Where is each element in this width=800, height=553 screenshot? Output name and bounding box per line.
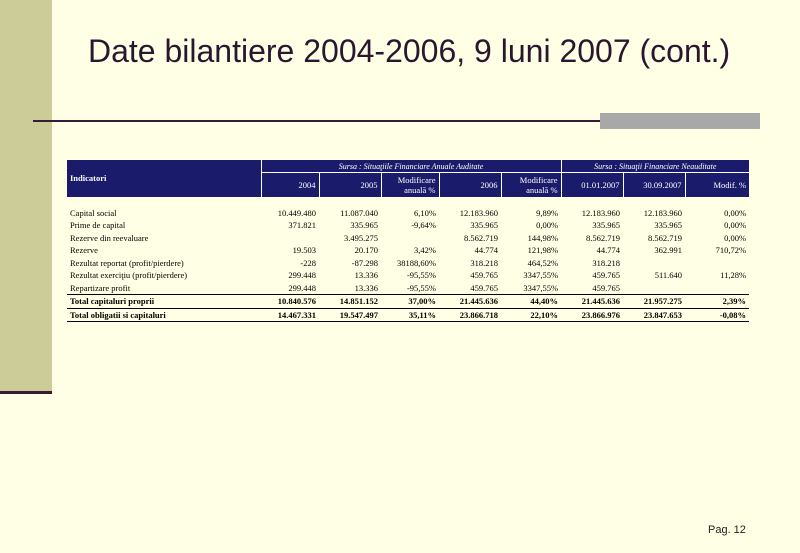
table-cell: 11.087.040 [340, 207, 378, 218]
row-label: Prime de capital [70, 220, 126, 231]
table-cell: 23.866.718 [439, 308, 501, 322]
column-header: 01.01.2007 [561, 173, 623, 198]
table-cell: -9,64% [411, 220, 436, 231]
left-band-edge [0, 391, 52, 394]
table-cell: 8.562.719 [464, 232, 498, 243]
table-cell: 10.840.576 [261, 295, 319, 309]
table-cell: 371.821 [288, 220, 316, 231]
row-label: Rezultat reportat (profit/pierdere) [70, 257, 184, 268]
table-cell: 23.847.653 [623, 308, 685, 322]
table-row [67, 282, 749, 295]
table-cell: 9,89% [536, 207, 559, 218]
table-cell: 0,00% [724, 232, 747, 243]
left-decorative-band [0, 0, 52, 393]
table-cell: 6,10% [414, 207, 436, 218]
table-cell: 44.774 [474, 245, 498, 256]
table-cell: 13.336 [354, 282, 378, 293]
column-header: 2006 [439, 173, 501, 198]
table-cell: 0,00% [536, 220, 559, 231]
row-label: Repartizare profit [70, 282, 131, 293]
row-label: Rezerve [70, 245, 98, 256]
table-cell: 21.957.275 [623, 295, 685, 309]
table-cell: -0,08% [685, 308, 749, 322]
table-cell: 19.547.497 [319, 308, 381, 322]
table-cell: 459.765 [592, 282, 621, 293]
table-cell: 3.495.275 [344, 232, 378, 243]
table-cell: 35,11% [381, 308, 439, 322]
table-cell: 299.448 [288, 270, 316, 281]
table-cell: 2,39% [685, 295, 749, 309]
table-cell: 11,28% [720, 270, 747, 281]
table-cell [623, 282, 685, 295]
row-label: Total obligatii si capitaluri [67, 308, 261, 322]
table-cell: 21.445.636 [561, 295, 623, 309]
column-header: 2004 [261, 173, 319, 198]
column-header: 30.09.2007 [623, 173, 685, 198]
balance-sheet-table [67, 160, 749, 322]
table-cell: 121,98% [527, 245, 559, 256]
table-cell: 21.445.636 [439, 295, 501, 309]
row-label: Capital social [70, 207, 117, 218]
table-cell: 12.183.960 [459, 207, 498, 218]
table-cell: 335.965 [350, 220, 378, 231]
table-cell: -95,55% [406, 270, 436, 281]
table-header-row-sources [67, 160, 749, 173]
indicators-header: Indicatori [67, 160, 261, 197]
balance-sheet-table-container [67, 160, 749, 322]
column-header: Modificare anuală % [381, 173, 439, 198]
total-row [67, 308, 749, 322]
table-cell: 14.467.331 [261, 308, 319, 322]
table-row [67, 207, 749, 220]
table-cell: 10.449.480 [277, 207, 316, 218]
table-cell: 710,72% [715, 245, 747, 256]
page-number: Pag. 12 [708, 524, 746, 536]
table-cell: 38188,60% [397, 257, 436, 268]
table-cell: 318.218 [592, 257, 621, 268]
row-label: Rezerve din reevaluare [70, 232, 149, 243]
column-header: 2005 [319, 173, 381, 198]
table-cell [623, 257, 685, 270]
table-cell: 335.965 [470, 220, 498, 231]
table-cell: 3,42% [414, 245, 436, 256]
slide-title: Date bilantiere 2004-2006, 9 luni 2007 (cont.) [88, 33, 731, 69]
table-row [67, 232, 749, 245]
table-cell: 3347,55% [523, 270, 559, 281]
table-cell: 459.765 [592, 270, 621, 281]
table-cell: 362.991 [654, 245, 683, 256]
table-row [67, 244, 749, 257]
divider-accent-bar [600, 113, 760, 129]
total-row [67, 295, 749, 309]
table-cell: -87.298 [351, 257, 378, 268]
column-header: Modif. % [685, 173, 749, 198]
table-cell: 144,98% [527, 232, 559, 243]
table-cell: -95,55% [406, 282, 436, 293]
table-cell: 464,52% [527, 257, 559, 268]
table-cell: 299.448 [288, 282, 316, 293]
table-cell: 19.503 [292, 245, 316, 256]
table-cell [261, 232, 319, 245]
row-label: Total capitaluri proprii [67, 295, 261, 309]
table-cell: 44,40% [501, 295, 561, 309]
source-unaudited-header: Sursa : Situaţii Financiare Neauditate [561, 160, 749, 173]
table-cell: 318.218 [470, 257, 498, 268]
table-cell: 335.965 [654, 220, 683, 231]
table-row [67, 269, 749, 282]
row-label: Rezultat exerciţiu (profit/pierdere) [70, 270, 188, 281]
table-cell: 459.765 [470, 282, 498, 293]
table-cell: 22,10% [501, 308, 561, 322]
table-cell: 335.965 [592, 220, 621, 231]
table-row [67, 257, 749, 270]
table-cell: 13.336 [354, 270, 378, 281]
table-cell [381, 232, 439, 245]
table-cell: 12.183.960 [581, 207, 621, 218]
spacer-row [67, 197, 749, 207]
table-cell: 8.562.719 [648, 232, 683, 243]
table-cell: 511.640 [654, 270, 683, 281]
table-cell [685, 257, 749, 270]
table-cell: 0,00% [724, 220, 747, 231]
table-cell: 3347,55% [523, 282, 559, 293]
table-cell: 459.765 [470, 270, 498, 281]
table-cell: 23.866.976 [561, 308, 623, 322]
column-header: Modificare anuală % [501, 173, 561, 198]
table-cell: 0,00% [724, 207, 747, 218]
table-cell: 12.183.960 [643, 207, 683, 218]
table-cell [685, 282, 749, 295]
table-cell: 37,00% [381, 295, 439, 309]
table-cell: 20.170 [354, 245, 378, 256]
table-cell: 14.851.152 [319, 295, 381, 309]
table-cell: 8.562.719 [586, 232, 621, 243]
source-audited-header: Sursa : Situaţiile Financiare Anuale Auditate [261, 160, 561, 173]
table-cell: -228 [300, 257, 316, 268]
table-cell: 44.774 [596, 245, 621, 256]
table-row [67, 219, 749, 232]
